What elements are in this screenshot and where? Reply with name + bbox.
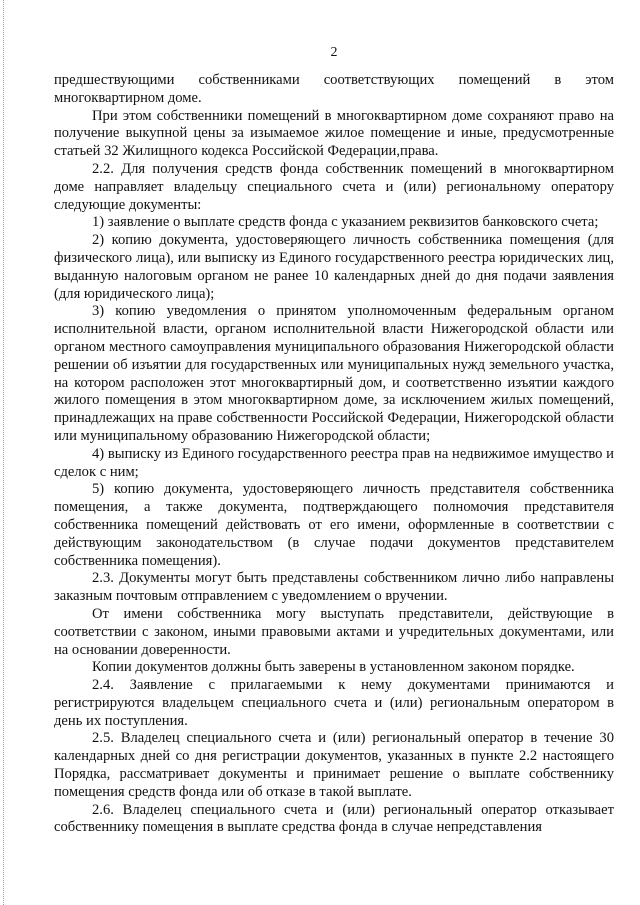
list-item-4: 4) выписку из Единого государственного реестра прав на недвижимое имущество и сделок с ним;: [54, 445, 614, 480]
paragraph-clause-2-5: 2.5. Владелец специального счета и (или) региональный оператор в течение 30 календарных дней со дня регистрации документов, указанных в пункте 2.2 настоящего Порядка, рассматривает документы и принимает решение о выплате собственнику помещения средств фонда или об отказе в такой выплате.: [54, 730, 614, 800]
scan-edge: [3, 0, 4, 905]
paragraph-clause-2-2: 2.2. Для получения средств фонда собственник помещений в многоквартирном доме направляет владельцу специального счета и (или) региональному оператору следующие документы:: [54, 160, 614, 213]
paragraph: От имени собственника могу выступать представители, действующие в соответствии с законом, иными правовыми актами и учредительных документами, или на основании доверенности.: [54, 605, 614, 658]
paragraph: При этом собственники помещений в многоквартирном доме сохраняют право на получение выкупной цены за изымаемое жилое помещение и иные, предусмотренные статьей 32 Жилищного кодекса Российской Федерации,права.: [54, 107, 614, 160]
paragraph-clause-2-6: 2.6. Владелец специального счета и (или) региональный оператор отказывает собственнику помещения в выплате средства фонда в случае непредставления: [54, 801, 614, 836]
list-item-2: 2) копию документа, удостоверяющего личность собственника помещения (для физического лица), или выписку из Единого государственного реестра юридических лиц, выданную налоговым органом не ранее 10 календарных дней до дня подачи заявления (для юридического лица);: [54, 232, 614, 302]
paragraph-clause-2-4: 2.4. Заявление с прилагаемыми к нему документами принимаются и регистрируются владельцем специального счета и (или) региональным оператором в день их поступления.: [54, 677, 614, 729]
page-number: 2: [330, 45, 338, 60]
list-item-3: 3) копию уведомления о принятом уполномоченным федеральным органом исполнительной власти, органом исполнительной власти Нижегородской области или органом местного самоуправления муниципального образования Нижегородской области решении об изъятии для государственных или муниципальных нужд земельного участка, на котором расположен этот многоквартирный дом, и соответственно изъятии каждого жилого помещения в этом многоквартирном доме, за исключением жилых помещений, принадлежащих на праве собственности Российской Федерации, Нижегородской области или муниципальному образованию Нижегородской области;: [54, 303, 614, 444]
list-item-1: 1) заявление о выплате средств фонда с указанием реквизитов банковского счета;: [92, 214, 599, 231]
list-item-5: 5) копию документа, удостоверяющего личность представителя собственника помещения, а также документа, подтверждающего полномочия представителя собственника помещений действовать от его имени, оформленные в соответствии с действующим законодательством (в случае подачи документов представителем собственника помещения).: [54, 481, 614, 569]
paragraph: Копии документов должны быть заверены в установленном законом порядке.: [92, 659, 575, 676]
document-body: [54, 72, 614, 837]
paragraph-clause-2-3: 2.3. Документы могут быть представлены собственником лично либо направлены заказным почтовым отправлением с уведомлением о вручении.: [54, 570, 614, 605]
paragraph-continuation: предшествующими собственниками соответствующих помещений в этом многоквартирном доме.: [54, 72, 614, 106]
